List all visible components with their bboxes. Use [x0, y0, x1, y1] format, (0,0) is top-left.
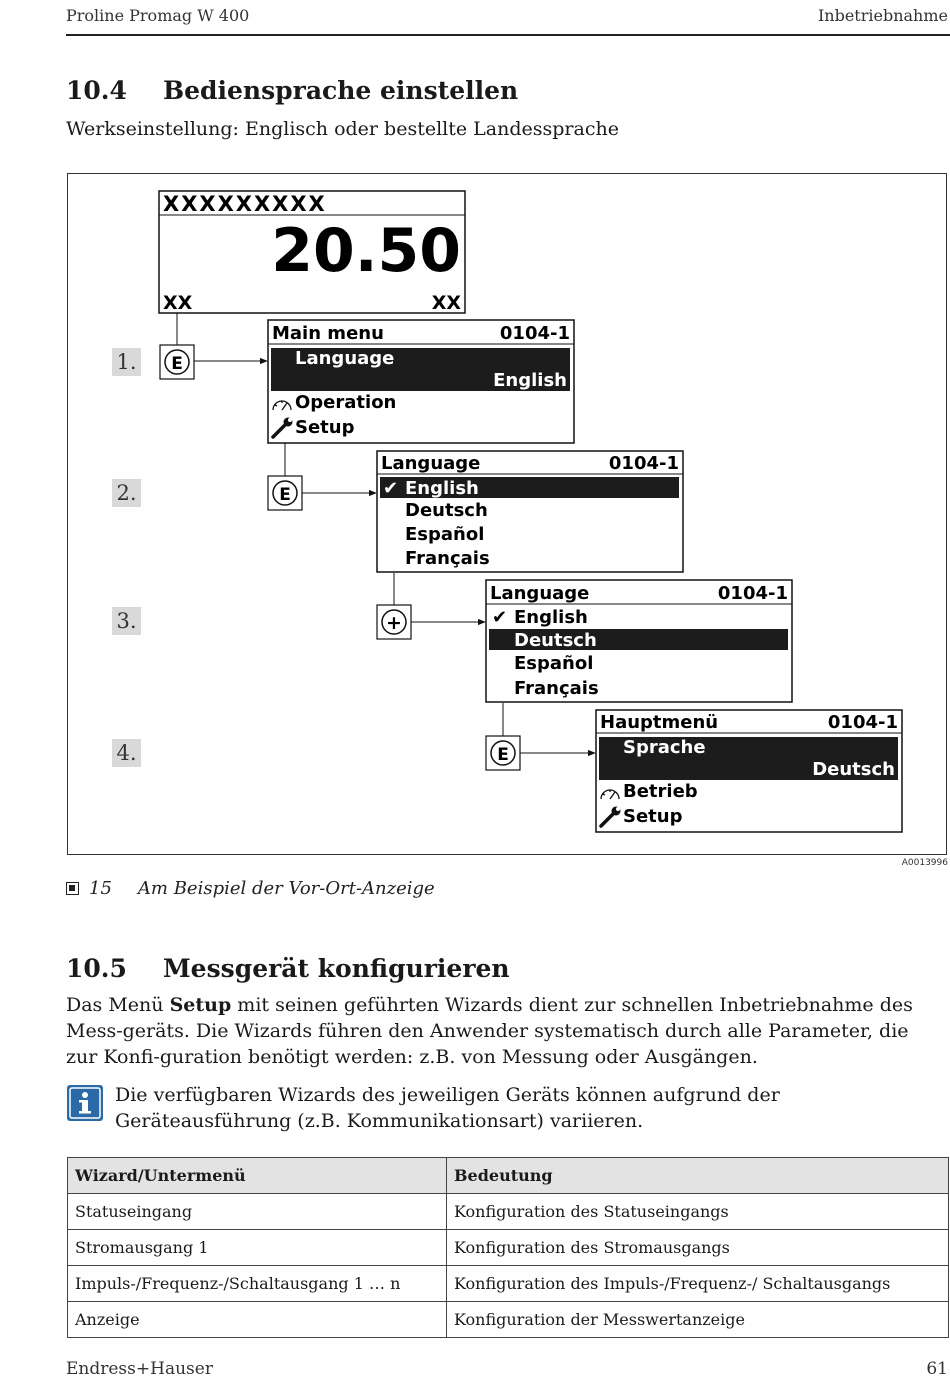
screen1-item-operation: Operation	[295, 392, 397, 413]
info-note-text: Die verfügbaren Wizards des jeweiligen Geräts können aufgrund der Geräteausführung (z.B. Kommunikationsart) variieren.	[115, 1084, 780, 1132]
screen-language-2	[486, 580, 792, 702]
caption-number: 15	[89, 878, 112, 899]
screen1-code: 0104-1	[499, 323, 570, 344]
screen4-selected-value: Deutsch	[812, 759, 895, 780]
step-label-1: 1.	[116, 350, 137, 374]
table-row	[68, 1302, 949, 1338]
table-cell-wizard: Anzeige	[68, 1302, 447, 1338]
screen3-title: Language	[490, 583, 590, 604]
screen2-item-espanol: Español	[405, 524, 485, 545]
screen3-code: 0104-1	[717, 583, 788, 604]
e-key-2-label: E	[279, 485, 291, 505]
screen1-selected-label: Language	[295, 348, 395, 369]
table-cell-wizard: Impuls-/Frequenz-/Schaltausgang 1 … n	[68, 1266, 447, 1302]
figure-frame	[67, 173, 947, 855]
screen4-selected-label: Sprache	[623, 737, 706, 758]
measurement-display	[159, 191, 465, 314]
figure-caption-icon	[66, 882, 79, 895]
display-top-label: XXXXXXXXX	[163, 192, 327, 216]
screen1-selected-value: English	[493, 370, 567, 391]
screen2-item-deutsch: Deutsch	[405, 500, 488, 521]
e-key-3-label: E	[497, 745, 509, 765]
figure-caption	[66, 878, 435, 899]
screen2-item-english: English	[405, 478, 479, 499]
section-105-number: 10.5	[66, 954, 127, 983]
section-105-title: Messgerät konfigurieren	[163, 954, 510, 983]
table-cell-wizard: Statuseingang	[68, 1194, 447, 1230]
step-label-2: 2.	[116, 481, 137, 505]
table-cell-bedeutung: Konfiguration des Stromausgangs	[447, 1230, 949, 1266]
section-105-paragraph	[66, 992, 944, 1070]
screen4-item-betrieb: Betrieb	[623, 781, 698, 802]
para-pre: Das Menü	[66, 994, 170, 1016]
footer-left: Endress+Hauser	[66, 1359, 213, 1379]
screen2-title: Language	[381, 453, 481, 474]
screen4-item-setup: Setup	[623, 806, 683, 827]
screen4-title: Hauptmenü	[600, 712, 719, 733]
screen2-check-icon: ✔	[383, 478, 399, 499]
plus-key-label: +	[386, 612, 402, 634]
screen-main-menu	[268, 320, 574, 443]
info-icon	[67, 1085, 103, 1121]
step-labels	[112, 348, 141, 767]
table-cell-bedeutung: Konfiguration des Impuls-/Frequenz-/ Schaltausgangs	[447, 1266, 949, 1302]
wizard-table	[67, 1157, 949, 1338]
screen3-item-espanol: Español	[514, 653, 594, 674]
display-value: 20.50	[271, 216, 461, 286]
table-cell-wizard: Stromausgang 1	[68, 1230, 447, 1266]
section-105-heading	[66, 954, 510, 983]
table-header-wizard: Wizard/Untermenü	[68, 1158, 447, 1194]
screen1-title: Main menu	[272, 323, 384, 344]
table-cell-bedeutung: Konfiguration des Statuseingangs	[447, 1194, 949, 1230]
caption-text: Am Beispiel der Vor-Ort-Anzeige	[137, 878, 435, 899]
para-post: mit seinen geführten Wizards dient zur schnellen Inbetriebnahme des Mess-geräts. Die Wizards führen den Anwender systematisch durch alle Parameter, die zur Konfi-guration benötigt werden: z.B. von Messung oder Ausgängen.	[66, 994, 913, 1068]
section-104-number: 10.4	[66, 76, 127, 105]
section-104-subtitle: Werkseinstellung: Englisch oder bestellte Landessprache	[66, 118, 619, 140]
footer-page-number: 61	[926, 1359, 948, 1379]
e-key-3	[486, 736, 520, 770]
screen3-item-english: English	[514, 607, 588, 628]
language-setting-diagram	[67, 173, 947, 855]
header-left: Proline Promag W 400	[66, 6, 250, 25]
screen4-code: 0104-1	[827, 712, 898, 733]
plus-key	[377, 605, 411, 639]
screen2-code: 0104-1	[608, 453, 679, 474]
header-right: Inbetriebnahme	[817, 6, 948, 25]
step-label-3: 3.	[116, 609, 137, 633]
figure-id: A0013996	[901, 858, 948, 868]
e-key-1-label: E	[171, 354, 183, 374]
table-row	[68, 1194, 949, 1230]
screen2-item-francais: Français	[405, 548, 490, 569]
screen-language-1	[377, 451, 683, 572]
step-label-4: 4.	[116, 741, 137, 765]
e-key-2	[268, 476, 302, 510]
table-header-bedeutung: Bedeutung	[447, 1158, 949, 1194]
screen3-item-deutsch: Deutsch	[514, 630, 597, 651]
table-header-row	[68, 1158, 949, 1194]
screen-hauptmenue	[596, 710, 902, 832]
para-bold-setup: Setup	[169, 994, 232, 1016]
section-104-title: Bediensprache einstellen	[163, 76, 519, 105]
header-rule	[66, 34, 950, 36]
screen3-check-icon: ✔	[492, 607, 508, 628]
table-cell-bedeutung: Konfiguration der Messwertanzeige	[447, 1302, 949, 1338]
section-104-heading	[66, 76, 518, 105]
display-right-unit: XX	[431, 292, 461, 314]
table-row	[68, 1266, 949, 1302]
display-left-unit: XX	[163, 292, 193, 314]
e-key-1	[160, 345, 194, 379]
screen1-item-setup: Setup	[295, 417, 355, 438]
screen3-item-francais: Français	[514, 678, 599, 699]
table-row	[68, 1230, 949, 1266]
